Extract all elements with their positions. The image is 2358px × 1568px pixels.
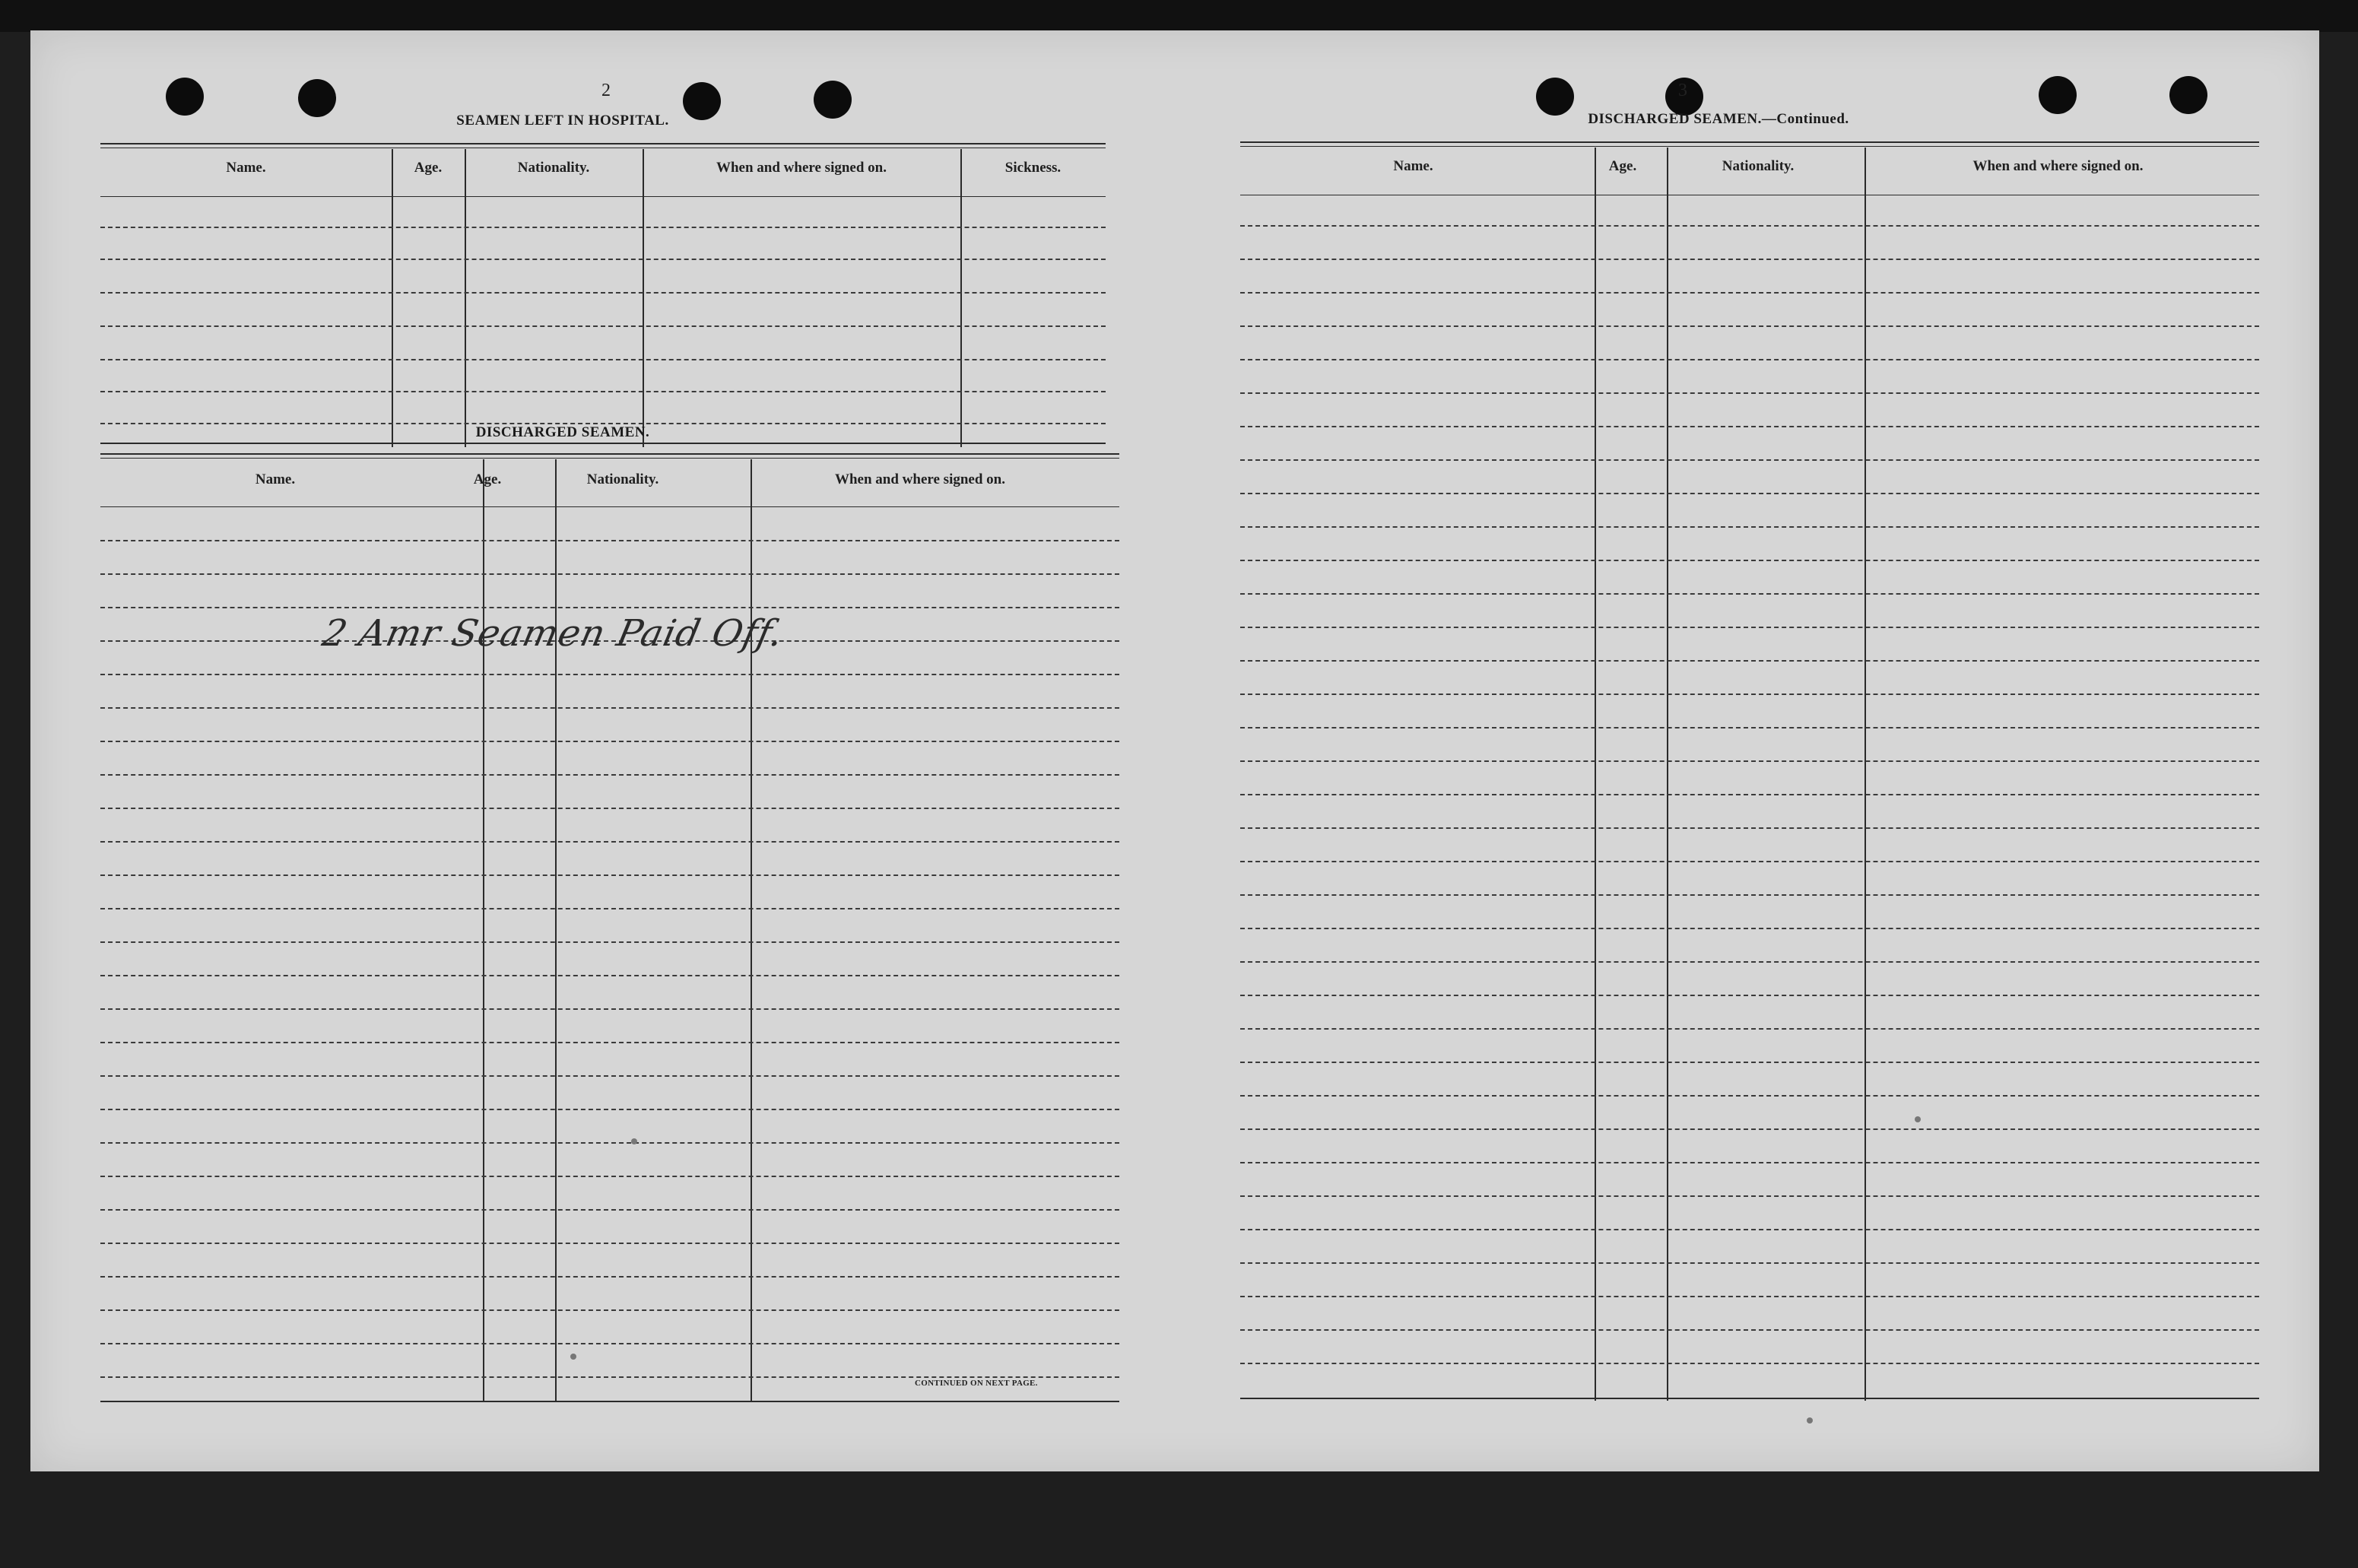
paper-speck <box>570 1354 576 1360</box>
hospital-section-title: SEAMEN LEFT IN HOSPITAL. <box>456 113 669 129</box>
right-page <box>1171 30 2319 1471</box>
continued-note: CONTINUED ON NEXT PAGE. <box>915 1379 1038 1388</box>
punch-hole <box>2039 76 2077 114</box>
entry-line <box>1240 1363 2259 1364</box>
column-divider <box>465 149 466 447</box>
entry-line <box>1240 1162 2259 1163</box>
entry-line <box>100 1176 1119 1177</box>
column-divider <box>643 149 644 447</box>
entry-line <box>100 1142 1119 1144</box>
entry-line <box>1240 526 2259 528</box>
table-top-rule <box>1240 141 2259 143</box>
column-header-age: Age. <box>473 471 502 487</box>
entry-line <box>100 1008 1119 1010</box>
entry-line <box>100 1276 1119 1278</box>
table-top-rule <box>100 458 1119 459</box>
entry-line <box>100 841 1119 843</box>
column-divider <box>1865 148 1866 1401</box>
entry-line <box>100 1109 1119 1110</box>
entry-line <box>1240 1262 2259 1264</box>
column-header-name: Name. <box>1393 158 1433 174</box>
discharged-continued-table <box>1240 141 2259 1401</box>
column-divider <box>960 149 962 447</box>
entry-line <box>1240 727 2259 728</box>
entry-line <box>1240 760 2259 762</box>
entry-line <box>100 1376 1119 1378</box>
entry-line <box>100 259 1106 260</box>
entry-line <box>100 707 1119 709</box>
entry-line <box>100 874 1119 876</box>
entry-line <box>1240 426 2259 427</box>
document-sheet <box>30 30 2319 1471</box>
entry-line <box>1240 1028 2259 1030</box>
entry-line <box>100 975 1119 976</box>
discharged-section-title: DISCHARGED SEAMEN. <box>475 424 650 440</box>
column-header-signed-on: When and where signed on. <box>834 471 1005 487</box>
entry-line <box>1240 1296 2259 1297</box>
entry-line <box>1240 928 2259 929</box>
entry-line <box>1240 292 2259 294</box>
paper-speck <box>631 1138 637 1144</box>
entry-line <box>1240 894 2259 896</box>
entry-line <box>100 1075 1119 1077</box>
entry-line <box>100 227 1106 228</box>
entry-line <box>100 607 1119 608</box>
entry-line <box>100 540 1119 541</box>
entry-line <box>1240 493 2259 494</box>
left-page <box>30 30 1171 1471</box>
entry-line <box>100 774 1119 776</box>
entry-line <box>1240 861 2259 862</box>
continued-section-title: DISCHARGED SEAMEN.—Continued. <box>1588 111 1849 127</box>
entry-line <box>1240 593 2259 595</box>
column-header-sickness: Sickness. <box>1004 160 1062 176</box>
header-rule <box>100 196 1106 197</box>
handwritten-entry: 2 Amr Seamen Paid Off. <box>319 612 788 655</box>
entry-line <box>1240 325 2259 327</box>
column-header-name: Name. <box>226 160 266 176</box>
punch-hole <box>2169 76 2207 114</box>
entry-line <box>1240 1062 2259 1063</box>
entry-line <box>1240 225 2259 227</box>
entry-line <box>1240 660 2259 662</box>
table-top-rule <box>100 143 1106 144</box>
entry-line <box>100 1309 1119 1311</box>
punch-hole <box>166 78 204 116</box>
column-header-nationality: Nationality. <box>586 471 659 487</box>
page-number: 2 <box>601 81 611 100</box>
column-divider <box>392 149 393 447</box>
scan-border <box>0 0 2358 32</box>
entry-line <box>1240 359 2259 360</box>
page-number: 3 <box>1678 81 1687 100</box>
entry-line <box>1240 1095 2259 1097</box>
entry-line <box>1240 961 2259 963</box>
column-header-name: Name. <box>255 471 296 487</box>
column-divider <box>483 459 484 1402</box>
punch-hole <box>298 79 336 117</box>
punch-hole <box>1536 78 1574 116</box>
column-header-nationality: Nationality. <box>1722 158 1795 174</box>
table-bottom-rule <box>100 1401 1119 1402</box>
entry-line <box>100 1042 1119 1043</box>
entry-line <box>1240 995 2259 996</box>
entry-line <box>1240 627 2259 628</box>
header-rule <box>100 506 1119 507</box>
column-header-age: Age. <box>1608 158 1637 174</box>
entry-line <box>100 808 1119 809</box>
column-header-signed-on: When and where signed on. <box>716 160 887 176</box>
discharged-table <box>100 453 1119 1404</box>
entry-line <box>100 941 1119 943</box>
column-divider <box>555 459 557 1402</box>
entry-line <box>1240 459 2259 461</box>
column-header-age: Age. <box>414 160 443 176</box>
entry-line <box>1240 560 2259 561</box>
table-top-rule <box>1240 146 2259 147</box>
entry-line <box>100 908 1119 909</box>
entry-line <box>100 391 1106 392</box>
entry-line <box>1240 694 2259 695</box>
entry-line <box>100 1343 1119 1344</box>
table-bottom-rule <box>1240 1398 2259 1399</box>
entry-line <box>1240 1229 2259 1230</box>
entry-line <box>100 292 1106 294</box>
entry-line <box>100 359 1106 360</box>
table-bottom-rule <box>100 443 1106 444</box>
entry-line <box>1240 259 2259 260</box>
column-divider <box>1667 148 1668 1401</box>
hospital-table <box>100 143 1106 447</box>
entry-line <box>1240 392 2259 394</box>
entry-line <box>100 741 1119 742</box>
column-header-signed-on: When and where signed on. <box>1972 158 2144 174</box>
table-top-rule <box>100 453 1119 455</box>
entry-line <box>1240 1195 2259 1197</box>
entry-line <box>1240 1128 2259 1130</box>
column-header-nationality: Nationality. <box>517 160 590 176</box>
entry-line <box>1240 827 2259 829</box>
entry-line <box>1240 1329 2259 1331</box>
entry-line <box>100 674 1119 675</box>
entry-line <box>100 573 1119 575</box>
column-divider <box>751 459 752 1402</box>
paper-speck <box>1915 1116 1921 1122</box>
column-divider <box>1595 148 1596 1401</box>
entry-line <box>100 1243 1119 1244</box>
entry-line <box>1240 794 2259 795</box>
entry-line <box>100 1209 1119 1211</box>
entry-line <box>100 325 1106 327</box>
punch-hole <box>814 81 852 119</box>
paper-speck <box>1807 1417 1813 1424</box>
